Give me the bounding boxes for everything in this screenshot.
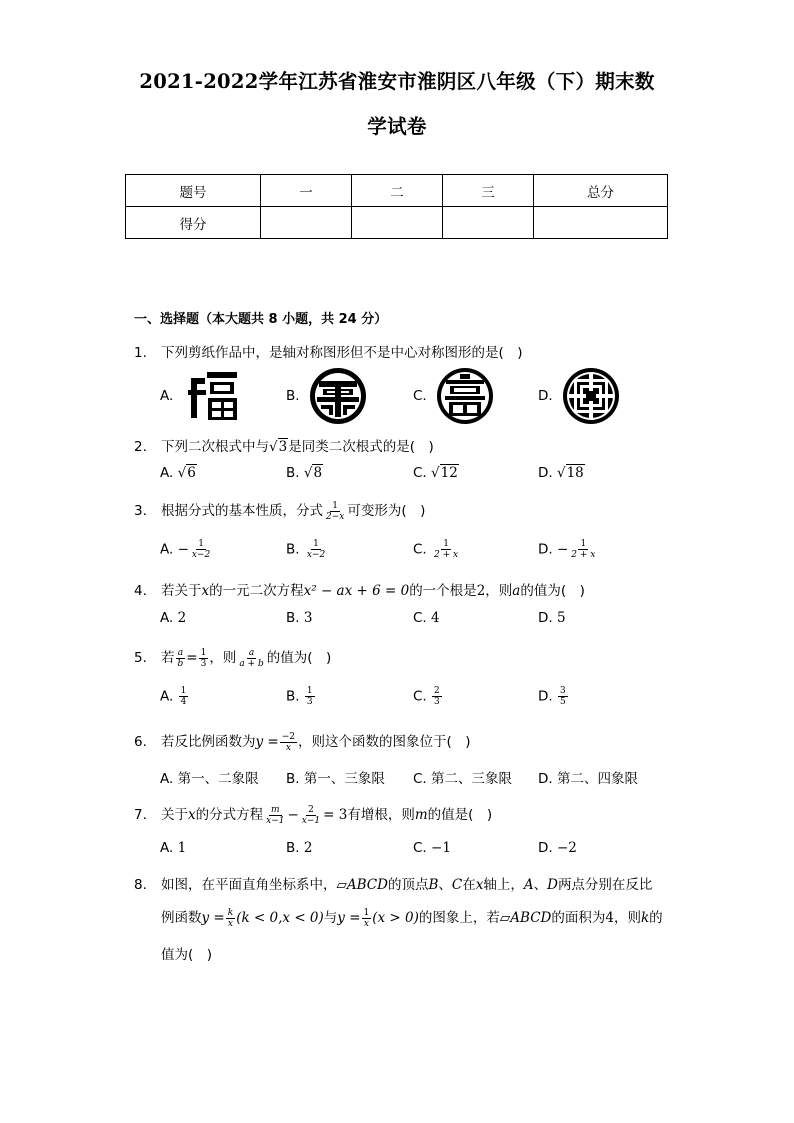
minus-sign: − [287, 807, 299, 823]
denominator: x−2 [191, 550, 211, 560]
fraction [264, 805, 286, 826]
equation: y = [337, 910, 361, 926]
option-label: B. [286, 840, 300, 856]
equation: = 3 [323, 807, 348, 823]
question-number: 3. [134, 503, 147, 519]
question-text: 下列二次根式中与 [161, 439, 269, 455]
numerator: a [177, 647, 184, 658]
question-text: 若反比例函数为 [161, 734, 256, 750]
q2-option-b [286, 465, 323, 481]
option-value: 4 [431, 610, 440, 626]
q1-option-b-label: B. [286, 388, 300, 404]
fraction [432, 686, 442, 707]
option-value: 18 [566, 465, 584, 481]
equals-sign: = [186, 650, 198, 666]
option-value: 3 [303, 610, 313, 626]
q2-option-a [160, 465, 197, 481]
question-text: 若关于 [161, 583, 202, 599]
question-8-line-3: 值为( ) [161, 947, 213, 963]
question-text: 的值是( ) [427, 807, 493, 823]
score-header-cell: 一 [261, 175, 352, 207]
question-text: 的面积为 [551, 910, 606, 926]
parallelogram-symbol: ▱ [499, 910, 511, 926]
fraction [558, 686, 568, 707]
numerator: −2 [281, 731, 296, 742]
math-var: B [428, 877, 439, 893]
question-8-line-1 [134, 873, 652, 893]
option-value: 第一、二象限 [177, 771, 259, 787]
option-value: 6 [187, 465, 196, 481]
question-number: 5. [134, 650, 147, 666]
numerator: 1 [200, 647, 207, 658]
fraction [305, 686, 315, 707]
option-value: 12 [440, 465, 458, 481]
q3-option-b [286, 539, 328, 560]
option-label: A. [160, 610, 174, 626]
numerator: m [271, 804, 280, 815]
q4-option-a [160, 610, 186, 626]
option-label: D. [538, 541, 553, 558]
numerator: 1 [363, 907, 370, 918]
option-value: 5 [556, 610, 566, 626]
sign: − [556, 541, 569, 558]
score-cell[interactable] [261, 207, 352, 239]
option-value: 第二、四象限 [556, 771, 638, 787]
question-number: 1. [134, 345, 147, 361]
question-5 [134, 646, 331, 669]
q4-option-b [286, 610, 312, 626]
option-label: C. [413, 688, 427, 705]
question-text: 如图，在平面直角坐标系中， [161, 877, 337, 893]
question-text: ，则 [485, 583, 513, 599]
denominator: 2 + x [434, 550, 459, 560]
q6-option-c [413, 767, 512, 787]
denominator: 3 [200, 658, 207, 669]
option-value: 第二、三象限 [431, 771, 513, 787]
condition: (x > 0) [372, 910, 419, 926]
question-7 [134, 803, 492, 826]
option-label: B. [286, 541, 300, 558]
option-label: D. [538, 688, 553, 705]
q1-option-a-label: A. [160, 388, 174, 404]
numerator: a [248, 647, 255, 658]
denominator: b [177, 658, 184, 669]
option-label: A. [160, 465, 174, 481]
question-text: 与 [323, 910, 338, 926]
question-4 [134, 579, 585, 599]
fraction [226, 908, 235, 929]
denominator: x−2 [306, 550, 326, 560]
question-text: 可变形为( ) [347, 503, 426, 519]
numerator: 1 [443, 539, 449, 549]
question-text: 在 [462, 877, 476, 893]
question-2 [134, 435, 434, 455]
option-label: B. [286, 465, 300, 481]
fraction [190, 539, 212, 560]
math-var: D [547, 877, 558, 893]
fraction [237, 648, 265, 669]
sqrt-symbol: √ [431, 465, 440, 481]
math-var: a [512, 583, 521, 599]
numerator: 3 [559, 686, 566, 696]
option-value: −1 [431, 840, 451, 856]
q3-option-d [538, 539, 598, 560]
math-var: ABCD [510, 910, 552, 926]
denominator: 2−x [326, 511, 345, 522]
denominator: 3 [434, 697, 440, 707]
numerator: 2 [434, 686, 440, 696]
numerator: 1 [580, 539, 587, 549]
q6-option-d [538, 767, 638, 787]
question-text: 根据分式的基本性质，分式 [161, 503, 323, 519]
score-cell[interactable] [534, 207, 668, 239]
round-paper-cut-icon [562, 367, 620, 425]
question-text: 若 [161, 650, 175, 666]
q1-option-d-label: D. [538, 388, 553, 404]
numerator: 2 [308, 804, 314, 815]
q5-option-b [286, 686, 316, 707]
score-header-cell: 三 [443, 175, 534, 207]
numerator: 1 [332, 500, 339, 511]
sqrt-symbol: √ [177, 465, 187, 481]
question-text: 下列剪纸作品中，是轴对称图形但不是中心对称图形的是( ) [161, 345, 523, 361]
question-number: 4. [134, 583, 147, 599]
denominator: x [285, 742, 291, 753]
fraction [176, 648, 186, 669]
option-label: B. [286, 771, 300, 787]
fraction [300, 805, 322, 826]
question-text: 的一元二次方程 [209, 583, 304, 599]
fraction [324, 501, 346, 522]
denominator: 5 [559, 697, 566, 707]
question-text: 的分式方程 [195, 807, 264, 823]
shou-paper-cut-icon [436, 367, 494, 425]
option-label: C. [413, 465, 427, 481]
question-text: 例函数 [161, 910, 202, 926]
numerator: 1 [313, 539, 319, 549]
equation: y = [201, 910, 225, 926]
math-var: ABCD [346, 877, 388, 893]
score-header-cell: 题号 [126, 175, 261, 207]
equation: y = [255, 734, 279, 750]
option-label: C. [413, 610, 427, 626]
fraction [179, 686, 189, 707]
denominator: a + b [239, 658, 264, 669]
q4-option-c [413, 610, 440, 626]
denominator: 3 [306, 697, 313, 707]
math-var: m [414, 807, 428, 823]
option-label: A. [160, 771, 174, 787]
question-text: 是同类二次根式的是( ) [288, 439, 434, 455]
question-number: 8. [134, 877, 147, 893]
question-1 [134, 341, 523, 361]
q1-option-c-label: C. [413, 388, 427, 404]
fraction [569, 539, 597, 560]
exam-title-line2: 学试卷 [367, 115, 427, 138]
equation: x² − ax + 6 = 0 [303, 583, 410, 599]
option-label: C. [413, 771, 427, 787]
q7-option-d [538, 840, 577, 856]
q5-option-c [413, 686, 443, 707]
option-value: 1 [177, 840, 187, 856]
parallelogram-symbol: ▱ [336, 877, 347, 893]
math-var: A [523, 877, 534, 893]
question-number: 2. [134, 439, 147, 455]
fraction [280, 732, 297, 753]
math-var: C [451, 877, 463, 893]
sqrt-symbol: √ [269, 439, 278, 455]
option-value: −2 [556, 840, 577, 856]
question-text: 两点分别在反比 [557, 877, 653, 893]
sqrt-symbol: √ [303, 465, 313, 481]
denominator: x−1 [266, 815, 285, 826]
question-text: 、 [438, 877, 452, 893]
option-label: A. [160, 688, 174, 705]
q2-option-c [413, 465, 459, 481]
option-label: A. [160, 541, 174, 558]
score-header-cell: 总分 [534, 175, 668, 207]
option-label: B. [286, 610, 300, 626]
math-var: x [475, 877, 484, 893]
question-number: 7. [134, 807, 147, 823]
fraction [432, 539, 460, 560]
question-text: 的顶点 [387, 877, 429, 893]
denominator: 4 [180, 697, 187, 707]
q2-option-d [538, 465, 585, 481]
math-value: 4 [605, 910, 614, 926]
math-var: x [188, 807, 196, 823]
score-cell[interactable] [352, 207, 443, 239]
question-text: 轴上， [483, 877, 524, 893]
question-3 [134, 499, 425, 522]
denominator: x [227, 918, 233, 929]
fraction [362, 908, 372, 929]
option-value: 第一、三象限 [303, 771, 385, 787]
section-heading: 一、选择题（本大题共 8 小题，共 24 分） [134, 312, 388, 327]
numerator: 1 [180, 686, 187, 696]
q3-option-a [160, 539, 213, 560]
question-text: 的图象上，若 [418, 910, 500, 926]
exam-title-line1: 2021-2022学年江苏省淮安市淮阴区八年级（下）期末数 [139, 70, 655, 93]
question-8-line-2 [161, 906, 663, 929]
condition: (k < 0,x < 0) [236, 910, 324, 926]
denominator: x [363, 918, 369, 929]
question-text: 、 [533, 877, 548, 893]
q5-option-d [538, 686, 569, 707]
question-text: 的值为( ) [520, 583, 585, 599]
score-table-header-row [126, 175, 668, 207]
option-label: D. [538, 465, 553, 481]
question-text: ，则 [209, 650, 237, 666]
numerator: 1 [306, 686, 313, 696]
question-text: 的值为( ) [266, 650, 332, 666]
option-label: B. [286, 688, 300, 705]
score-table-score-row [126, 207, 668, 239]
sign: − [177, 541, 189, 558]
math-var: x [201, 583, 210, 599]
q3-option-c [413, 539, 461, 560]
score-table [125, 174, 668, 239]
option-label: A. [160, 840, 174, 856]
math-var: k [640, 910, 650, 926]
q6-option-a [160, 767, 259, 787]
numerator: 1 [198, 539, 204, 549]
question-text: ，则 [613, 910, 641, 926]
question-text: 的 [649, 910, 663, 926]
numerator: k [227, 907, 234, 918]
question-text: ，则这个函数的图象位于( ) [298, 734, 471, 750]
fraction [199, 648, 209, 669]
score-cell[interactable] [443, 207, 534, 239]
denominator: x−1 [301, 815, 321, 826]
option-label: C. [413, 541, 427, 558]
q7-option-a [160, 840, 186, 856]
denominator: 2 + x [571, 550, 596, 560]
score-header-cell: 二 [352, 175, 443, 207]
option-label: C. [413, 840, 427, 856]
q5-option-a [160, 686, 189, 707]
q6-option-b [286, 767, 385, 787]
option-label: D. [538, 840, 553, 856]
question-text: 有增根，则 [347, 807, 415, 823]
option-value: 2 [303, 840, 313, 856]
option-label: D. [538, 771, 553, 787]
fraction [305, 539, 327, 560]
question-number: 6. [134, 734, 147, 750]
question-text: 关于 [161, 807, 188, 823]
question-6 [134, 730, 471, 753]
q7-option-b [286, 840, 312, 856]
fu-paper-cut-icon [185, 368, 241, 424]
score-row-label: 得分 [126, 207, 261, 239]
radicand: 3 [278, 439, 288, 455]
sqrt-symbol: √ [556, 465, 566, 481]
option-label: D. [538, 610, 553, 626]
option-value: 2 [177, 610, 187, 626]
q7-option-c [413, 840, 451, 856]
math-value: 2 [476, 583, 486, 599]
question-text: 的一个根是 [409, 583, 477, 599]
paper-cut-circle-icon [309, 367, 367, 425]
option-value: 8 [313, 465, 323, 481]
q4-option-d [538, 610, 566, 626]
